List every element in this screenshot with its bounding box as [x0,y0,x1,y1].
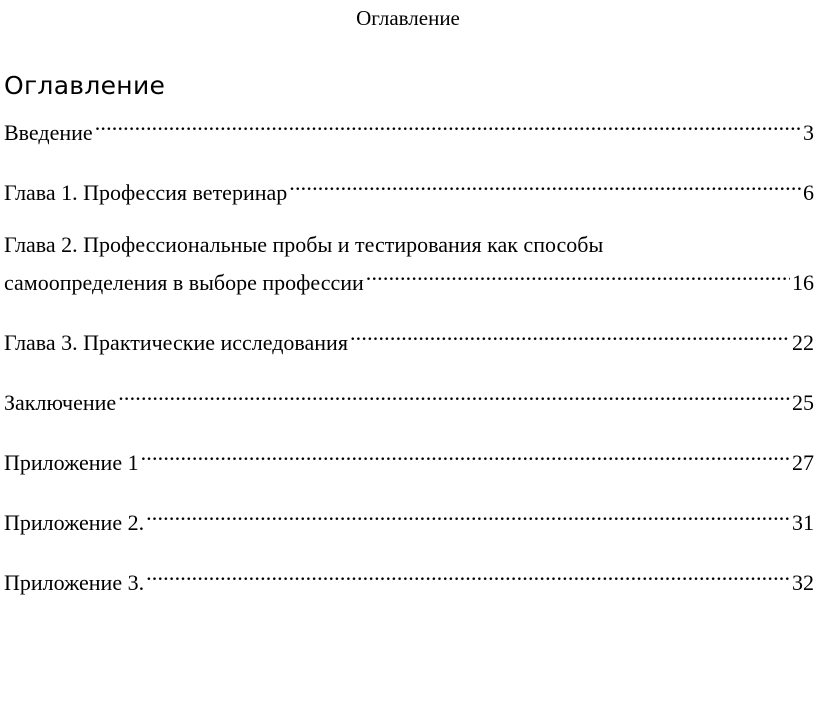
toc-entry-title: Приложение 3. [4,570,145,595]
toc-leader-dots [350,320,790,350]
toc-entry-title: самоопределения в выборе профессии [4,270,364,295]
toc-entry-title: Глава 1. Профессия ветеринар [4,180,288,205]
toc-leader-dots [141,440,790,470]
toc-entry-appendix-3[interactable] [4,560,814,598]
toc-leader-dots [146,500,790,530]
toc-entry-page: 32 [792,570,814,595]
toc-entry-page: 31 [792,510,814,535]
toc-entry-title: Глава 3. Практические исследования [4,330,348,355]
toc-row [4,380,814,418]
toc-entry-page: 16 [792,270,814,295]
toc-entry-introduction[interactable] [4,110,814,148]
toc-row [4,110,814,148]
toc-entry-chapter-1[interactable] [4,170,814,208]
toc-entry-page: 22 [792,330,814,355]
toc-entry-page: 3 [803,120,814,145]
toc-row [4,170,814,208]
toc-entry-chapter-2[interactable] [4,230,814,298]
toc-row [4,260,814,298]
toc-leader-dots [95,110,801,140]
toc-entry-appendix-2[interactable] [4,500,814,538]
toc-row [4,500,814,538]
toc-row [4,440,814,478]
toc-list [4,110,814,620]
toc-entry-page: 27 [792,450,814,475]
toc-entry-appendix-1[interactable] [4,440,814,478]
toc-entry-title-line1: Глава 2. Профессиональные пробы и тестирования как способы [4,232,604,257]
toc-entry-page: 25 [792,390,814,415]
toc-leader-dots [366,260,790,290]
toc-entry-chapter-3[interactable] [4,320,814,358]
toc-row [4,320,814,358]
toc-entry-page: 6 [803,180,814,205]
toc-entry-title: Введение [4,120,93,145]
page-header: Оглавление [356,6,460,30]
toc-leader-dots [118,380,790,410]
toc-entry-conclusion[interactable] [4,380,814,418]
toc-entry-title: Приложение 1 [4,450,139,475]
toc-entry-title: Приложение 2. [4,510,145,535]
toc-leader-dots [146,560,790,590]
toc-heading: Оглавление [4,71,166,100]
toc-row [4,560,814,598]
toc-leader-dots [289,170,801,200]
toc-entry-title: Заключение [4,390,117,415]
